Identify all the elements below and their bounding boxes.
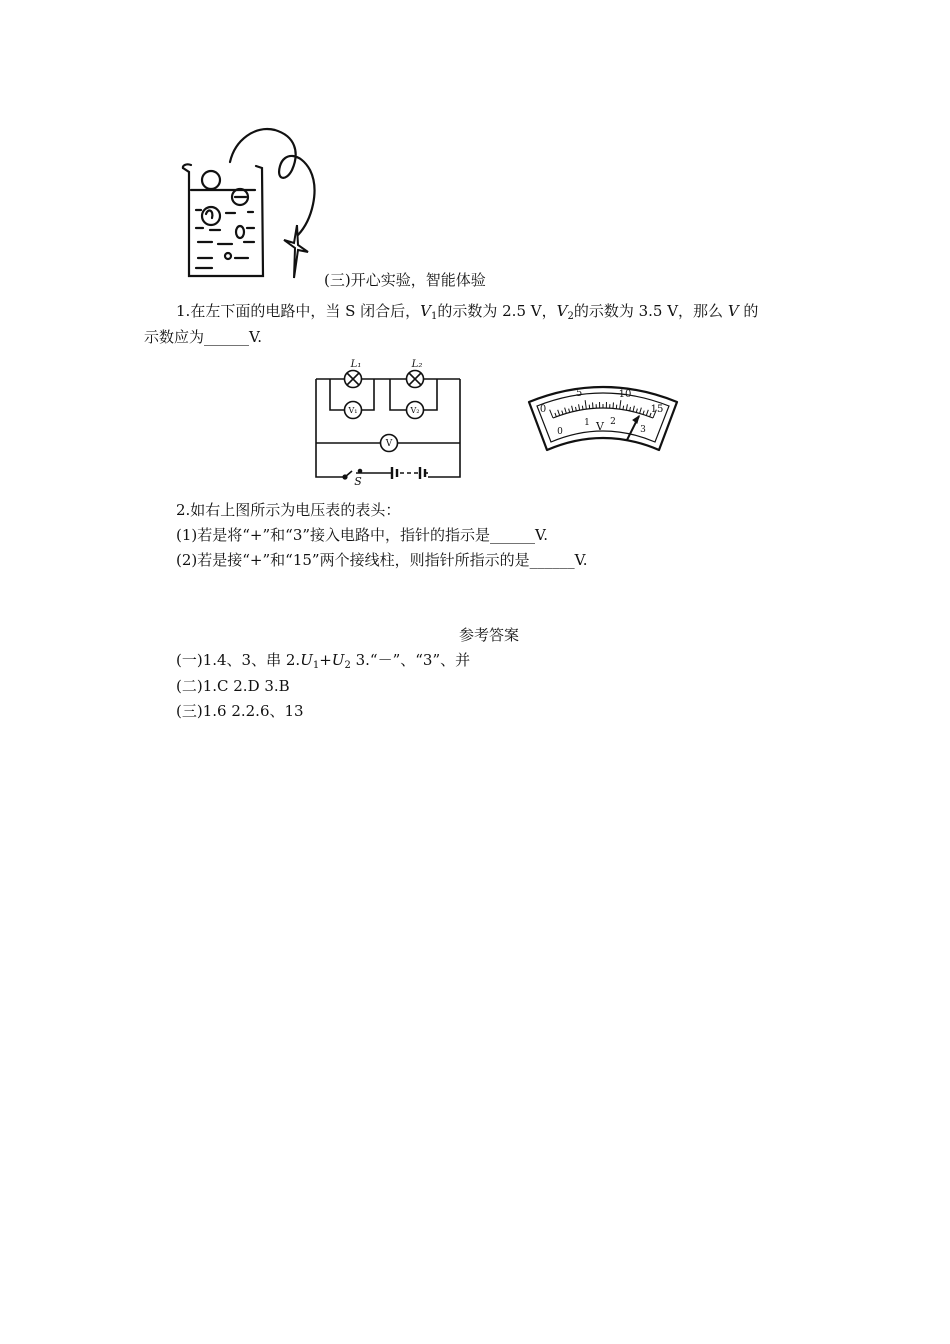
unit-label: V [596, 420, 604, 433]
answer-part-3: (三)1.6 2.2.6、13 [176, 702, 304, 720]
lower-scale-1: 1 [584, 418, 590, 428]
beaker-illustration [0, 0, 950, 300]
question-2-part1: (1)若是将“+”和“3”接入电路中，指针的指示是______V. [176, 526, 549, 544]
scale-tick [620, 400, 621, 409]
meter-v2-label: V₂ [410, 406, 420, 415]
upper-scale-15: 15 [650, 404, 664, 415]
upper-scale-10: 10 [618, 389, 632, 400]
scale-tick [565, 408, 567, 414]
q1-var-v2-sub: 2 [567, 311, 574, 322]
answer-1-u2: U [331, 651, 345, 669]
scale-tick [626, 404, 627, 410]
scale-tick [640, 408, 642, 414]
lower-scale-2: 2 [610, 417, 616, 427]
scale-tick [558, 410, 560, 416]
switch-label: S [354, 475, 362, 488]
answer-1-u1-sub: 1 [312, 660, 320, 671]
needle-pointer [627, 416, 639, 440]
circuit-diagram [310, 355, 470, 488]
q1-text-c: 的示数为 3.5 V，那么 [573, 302, 728, 320]
meter-v-label: V [385, 439, 393, 449]
q1-var-v2: V [556, 302, 568, 320]
upper-scale-5: 5 [575, 388, 583, 399]
q1-var-v1-sub: 1 [430, 311, 438, 322]
lamp1-label: L₁ [350, 359, 362, 370]
meter-v1-label: V₁ [348, 406, 358, 415]
answer-part-2: (二)1.C 2.D 3.B [176, 677, 290, 695]
q1-text-d: 的 [738, 302, 759, 320]
upper-scale-0: 0 [539, 404, 547, 415]
answers-title: 参考答案 [459, 626, 520, 644]
answer-1-plus: + [319, 651, 332, 669]
scale-tick [646, 410, 648, 416]
section-heading: (三)开心实验，智能体验 [324, 271, 486, 289]
answer-1-rest: 3.“－”、“3”、并 [350, 651, 471, 669]
voltmeter-face [525, 378, 681, 460]
answer-part-1 [176, 650, 470, 676]
scale-tick [579, 404, 580, 410]
q1-text-a: 在左下面的电路中，当 S 闭合后， [190, 302, 421, 320]
question-1-line2: 示数应为______V. [144, 328, 262, 346]
question-2-intro: 2.如右上图所示为电压表的表头： [176, 501, 401, 519]
scale-ticks [550, 400, 657, 418]
scale-tick [633, 406, 634, 412]
lamp2-label: L₂ [411, 359, 423, 370]
answer-1-prefix: (一)1.4、3、串 2. [176, 651, 301, 669]
scale-tick [585, 400, 586, 409]
q1-var-v1: V [420, 302, 431, 320]
lower-scale-3: 3 [640, 425, 646, 435]
answer-1-u1: U [300, 651, 313, 669]
q1-text-b: 的示数为 2.5 V， [437, 302, 557, 320]
scale-tick [572, 406, 573, 412]
question-1-line1 [176, 301, 758, 327]
lower-scale-0: 0 [557, 427, 563, 437]
q1-number: 1. [176, 302, 191, 320]
scale-tick [550, 410, 553, 418]
question-2-part2: (2)若是接“+”和“15”两个接线柱，则指针所指示的是______V. [176, 551, 588, 569]
answer-1-u2-sub: 2 [344, 660, 351, 671]
q1-var-v: V [727, 302, 739, 320]
